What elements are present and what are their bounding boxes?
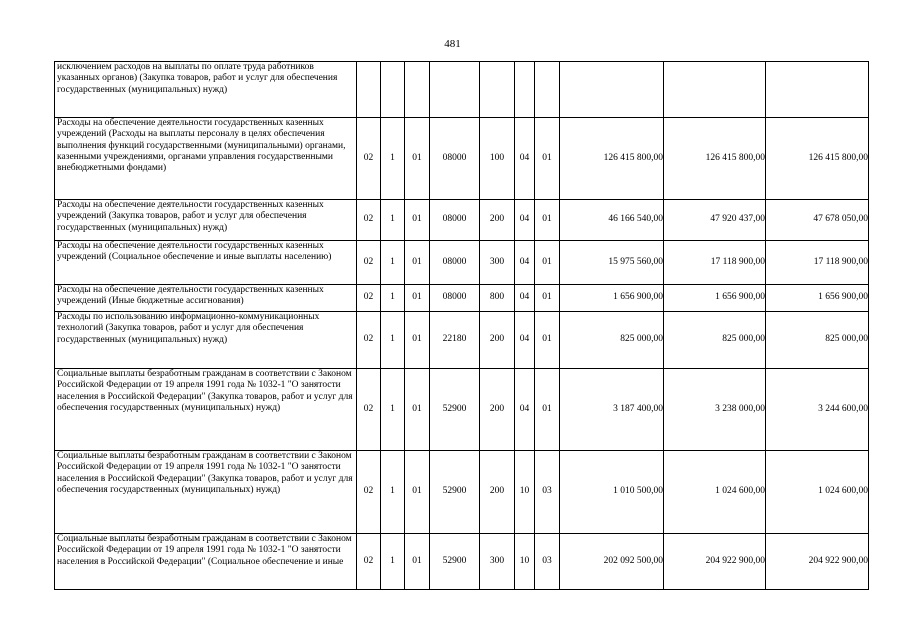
subsection-code: 03	[535, 534, 560, 590]
expense-type-code: 200	[480, 369, 515, 451]
row-description: Расходы на обеспечение деятельности государственных казенных учреждений (Социальное обеспечение и иные выплаты населению)	[55, 241, 357, 285]
table-row	[55, 62, 869, 118]
table-row	[55, 369, 869, 451]
section-code: 04	[515, 285, 535, 312]
expense-type-code: 200	[480, 200, 515, 241]
table-row	[55, 200, 869, 241]
amount-year-2	[664, 62, 766, 118]
direction-code: 08000	[430, 200, 480, 241]
amount-year-3: 126 415 800,00	[766, 118, 869, 200]
amount-year-3: 1 024 600,00	[766, 451, 869, 534]
row-description: Расходы на обеспечение деятельности государственных казенных учреждений (Закупка товаров, работ и услуг для обеспечения государственных (муниципальных) нужд)	[55, 200, 357, 241]
section-code: 04	[515, 200, 535, 241]
subprogram-code: 1	[381, 118, 405, 200]
amount-year-3: 3 244 600,00	[766, 369, 869, 451]
row-description: Социальные выплаты безработным гражданам в соответствии с Законом Российской Федерации от 19 апреля 1991 года № 1032-1 "О занятости населения в Российской Федерации" (Закупка товаров, работ и услуг для обеспечения государственных (муниципальных) нужд)	[55, 369, 357, 451]
activity-code: 01	[405, 118, 430, 200]
program-code: 02	[357, 200, 381, 241]
expense-type-code: 800	[480, 285, 515, 312]
expense-type-code: 200	[480, 451, 515, 534]
activity-code: 01	[405, 369, 430, 451]
amount-year-1: 46 166 540,00	[560, 200, 664, 241]
amount-year-3: 1 656 900,00	[766, 285, 869, 312]
section-code: 04	[515, 312, 535, 369]
activity-code	[405, 62, 430, 118]
subprogram-code: 1	[381, 451, 405, 534]
amount-year-1: 126 415 800,00	[560, 118, 664, 200]
amount-year-3: 825 000,00	[766, 312, 869, 369]
direction-code: 08000	[430, 241, 480, 285]
amount-year-3	[766, 62, 869, 118]
direction-code: 52900	[430, 534, 480, 590]
section-code: 10	[515, 534, 535, 590]
row-description: Расходы на обеспечение деятельности государственных казенных учреждений (Иные бюджетные ассигнования)	[55, 285, 357, 312]
amount-year-2: 47 920 437,00	[664, 200, 766, 241]
row-description: Расходы по использованию информационно-коммуникационных технологий (Закупка товаров, работ и услуг для обеспечения государственных (муниципальных) нужд)	[55, 312, 357, 369]
direction-code: 08000	[430, 118, 480, 200]
table-row	[55, 312, 869, 369]
amount-year-2: 126 415 800,00	[664, 118, 766, 200]
subsection-code: 01	[535, 241, 560, 285]
subprogram-code: 1	[381, 200, 405, 241]
subsection-code: 01	[535, 200, 560, 241]
program-code: 02	[357, 369, 381, 451]
budget-table	[54, 61, 869, 590]
row-description: Расходы на обеспечение деятельности государственных казенных учреждений (Расходы на выплаты персоналу в целях обеспечения выполнения функций государственными (муниципальными) органами, казенными учреждениями, органами управления государственными внебюджетными фондами)	[55, 118, 357, 200]
activity-code: 01	[405, 451, 430, 534]
program-code: 02	[357, 312, 381, 369]
subsection-code: 01	[535, 285, 560, 312]
section-code: 04	[515, 118, 535, 200]
table-row	[55, 534, 869, 590]
table-row	[55, 451, 869, 534]
activity-code: 01	[405, 200, 430, 241]
subsection-code: 03	[535, 451, 560, 534]
direction-code: 22180	[430, 312, 480, 369]
direction-code: 08000	[430, 285, 480, 312]
program-code: 02	[357, 285, 381, 312]
subprogram-code: 1	[381, 534, 405, 590]
amount-year-3: 47 678 050,00	[766, 200, 869, 241]
subsection-code: 01	[535, 369, 560, 451]
direction-code	[430, 62, 480, 118]
program-code: 02	[357, 241, 381, 285]
subprogram-code: 1	[381, 285, 405, 312]
activity-code: 01	[405, 534, 430, 590]
section-code	[515, 62, 535, 118]
row-description: исключением расходов на выплаты по оплате труда работников указанных органов) (Закупка товаров, работ и услуг для обеспечения государственных (муниципальных) нужд)	[55, 62, 357, 118]
subprogram-code: 1	[381, 241, 405, 285]
amount-year-3: 204 922 900,00	[766, 534, 869, 590]
subsection-code	[535, 62, 560, 118]
section-code: 04	[515, 241, 535, 285]
activity-code: 01	[405, 285, 430, 312]
subsection-code: 01	[535, 312, 560, 369]
amount-year-1: 1 010 500,00	[560, 451, 664, 534]
expense-type-code: 200	[480, 312, 515, 369]
activity-code: 01	[405, 312, 430, 369]
subsection-code: 01	[535, 118, 560, 200]
expense-type-code: 300	[480, 241, 515, 285]
amount-year-1: 1 656 900,00	[560, 285, 664, 312]
section-code: 10	[515, 451, 535, 534]
table-row	[55, 241, 869, 285]
amount-year-2: 17 118 900,00	[664, 241, 766, 285]
table-row	[55, 118, 869, 200]
amount-year-2: 3 238 000,00	[664, 369, 766, 451]
amount-year-1: 3 187 400,00	[560, 369, 664, 451]
program-code: 02	[357, 451, 381, 534]
row-description: Социальные выплаты безработным гражданам в соответствии с Законом Российской Федерации от 19 апреля 1991 года № 1032-1 "О занятости населения в Российской Федерации" (Социальное обеспечение и иные	[55, 534, 357, 590]
direction-code: 52900	[430, 451, 480, 534]
amount-year-3: 17 118 900,00	[766, 241, 869, 285]
row-description: Социальные выплаты безработным гражданам в соответствии с Законом Российской Федерации от 19 апреля 1991 года № 1032-1 "О занятости населения в Российской Федерации" (Закупка товаров, работ и услуг для обеспечения государственных (муниципальных) нужд)	[55, 451, 357, 534]
amount-year-2: 1 656 900,00	[664, 285, 766, 312]
section-code: 04	[515, 369, 535, 451]
amount-year-1: 202 092 500,00	[560, 534, 664, 590]
expense-type-code: 300	[480, 534, 515, 590]
program-code: 02	[357, 118, 381, 200]
amount-year-2: 825 000,00	[664, 312, 766, 369]
table-row	[55, 285, 869, 312]
amount-year-2: 204 922 900,00	[664, 534, 766, 590]
amount-year-1: 15 975 560,00	[560, 241, 664, 285]
amount-year-2: 1 024 600,00	[664, 451, 766, 534]
program-code: 02	[357, 534, 381, 590]
expense-type-code: 100	[480, 118, 515, 200]
subprogram-code: 1	[381, 369, 405, 451]
program-code	[357, 62, 381, 118]
expense-type-code	[480, 62, 515, 118]
activity-code: 01	[405, 241, 430, 285]
subprogram-code: 1	[381, 312, 405, 369]
amount-year-1: 825 000,00	[560, 312, 664, 369]
amount-year-1	[560, 62, 664, 118]
page-number: 481	[444, 38, 461, 50]
direction-code: 52900	[430, 369, 480, 451]
subprogram-code	[381, 62, 405, 118]
